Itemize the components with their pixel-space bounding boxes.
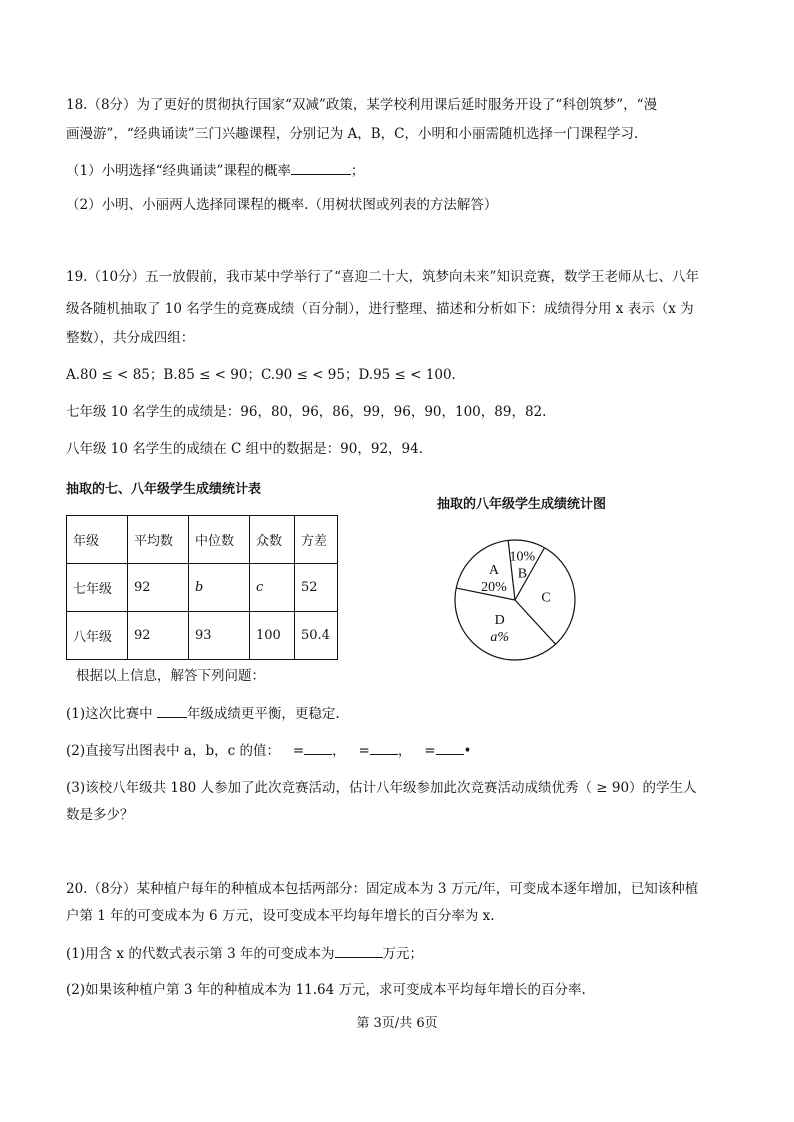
q20-part1-suffix: 万元； — [382, 946, 423, 962]
table-row — [67, 612, 338, 660]
table-cell: 92 — [128, 612, 189, 660]
separator: ， — [332, 743, 346, 759]
table-header-cell: 中位数 — [189, 516, 250, 564]
separator: ， — [397, 743, 412, 759]
q18-line2: 画漫游”，“经典诵读”三门兴趣课程，分别记为 A，B，C，小明和小丽需随机选择一门课程学习. — [66, 126, 639, 142]
answer-blank — [436, 740, 464, 755]
q20-line1: 20.（8分）某种植户每年的种植成本包括两部分：固定成本为 3 万元/年，可变成本逐年增加，已知该种植 — [66, 881, 699, 897]
q19-part2-text: (2)直接写出图表中 a，b，c 的值： — [66, 743, 280, 759]
end-dot: • — [463, 743, 472, 759]
stats-table — [66, 515, 338, 660]
pie-label-b: 10% — [509, 549, 536, 565]
q20-part1 — [66, 943, 423, 963]
q19-line1: 19.（10分）五一放假前，我市某中学举行了“喜迎二十大，筑梦向未来”知识竞赛，数学王老师从七、八年 — [66, 269, 699, 285]
q19-part1-text: (1)这次比赛中 — [66, 706, 153, 722]
table-cell: 52 — [295, 564, 338, 612]
table-cell: 50.4 — [295, 612, 338, 660]
q18-part1 — [66, 160, 364, 180]
table-cell: 92 — [128, 564, 189, 612]
q19-line3: 整数），共分成四组： — [66, 330, 195, 346]
table-header-cell: 众数 — [250, 516, 295, 564]
equals-sign: = — [292, 743, 305, 759]
q19-part3-line2: 数是多少？ — [66, 807, 134, 823]
answer-blank — [157, 703, 187, 718]
answer-blank — [304, 740, 332, 755]
table-cell: c — [250, 564, 295, 612]
table-cell: b — [189, 564, 250, 612]
q19-part1-suffix: 年级成绩更平衡，更稳定. — [186, 706, 340, 722]
q19-part3-line1: (3)该校八年级共 180 人参加了此次竞赛活动，估计八年级参加此次竞赛活动成绩优秀（ ≥ 90）的学生人 — [66, 780, 697, 796]
table-cell: 八年级 — [67, 612, 128, 660]
q19-part2 — [66, 740, 472, 760]
table-row — [67, 564, 338, 612]
pie-label-a: A — [488, 563, 499, 579]
q19-chart-title: 抽取的八年级学生成绩统计图 — [437, 497, 607, 512]
q19-grade7-scores: 七年级 10 名学生的成绩是：96，80，96，86，99，96，90，100，89，82. — [66, 404, 547, 420]
q20-line2: 户第 1 年的可变成本为 6 万元，设可变成本平均每年增长的百分率为 x. — [66, 908, 495, 924]
q18-part1-suffix: ； — [350, 163, 365, 179]
pie-label-d: a% — [490, 630, 509, 646]
q19-line2: 级各随机抽取了 10 名学生的竞赛成绩（百分制），进行整理、描述和分析如下：成绩得分用 x 表示（x 为 — [66, 301, 694, 317]
pie-label-b: B — [517, 566, 528, 582]
answer-blank — [291, 160, 351, 175]
q19-grade8-c-group: 八年级 10 名学生的成绩在 C 组中的数据是：90，92，94. — [66, 441, 423, 457]
pie-label-a: 20% — [481, 580, 507, 596]
q20-part2: (2)如果该种植户第 3 年的种植成本为 11.64 万元，求可变成本平均每年增长的百分率. — [66, 982, 586, 998]
q19-groups: A.80 ≤ < 85；B.85 ≤ < 90；C.90 ≤ < 95；D.95 ≤ < 100. — [66, 367, 456, 383]
q19-intro: 根据以上信息，解答下列问题： — [76, 668, 265, 684]
table-cell: 100 — [250, 612, 295, 660]
pie-chart — [440, 525, 590, 675]
answer-blank — [335, 943, 383, 958]
table-cell: 七年级 — [67, 564, 128, 612]
q19-table-title: 抽取的七、八年级学生成绩统计表 — [66, 482, 262, 497]
table-header-cell: 方差 — [295, 516, 338, 564]
q20-part1-text: (1)用含 x 的代数式表示第 3 年的可变成本为 — [66, 946, 335, 962]
table-header-cell: 年级 — [67, 516, 128, 564]
pie-label-c: C — [541, 590, 551, 606]
table-header-cell: 平均数 — [128, 516, 189, 564]
answer-blank — [370, 740, 398, 755]
table-cell: 93 — [189, 612, 250, 660]
q19-part1 — [66, 703, 340, 723]
page-footer: 第 3页/共 6页 — [356, 1016, 438, 1031]
q18-part2: （2）小明、小丽两人选择同课程的概率.（用树状图或列表的方法解答） — [66, 197, 498, 213]
pie-label-d: D — [494, 613, 505, 629]
q18-line1: 18.（8分）为了更好的贯彻执行国家“双减”政策，某学校利用课后延时服务开设了“科创筑梦”，“漫 — [66, 97, 658, 113]
table-header-row — [67, 516, 338, 564]
q18-part1-text: （1）小明选择“经典诵读”课程的概率 — [66, 163, 291, 179]
equals-sign: = — [358, 743, 370, 759]
equals-sign: = — [424, 743, 436, 759]
